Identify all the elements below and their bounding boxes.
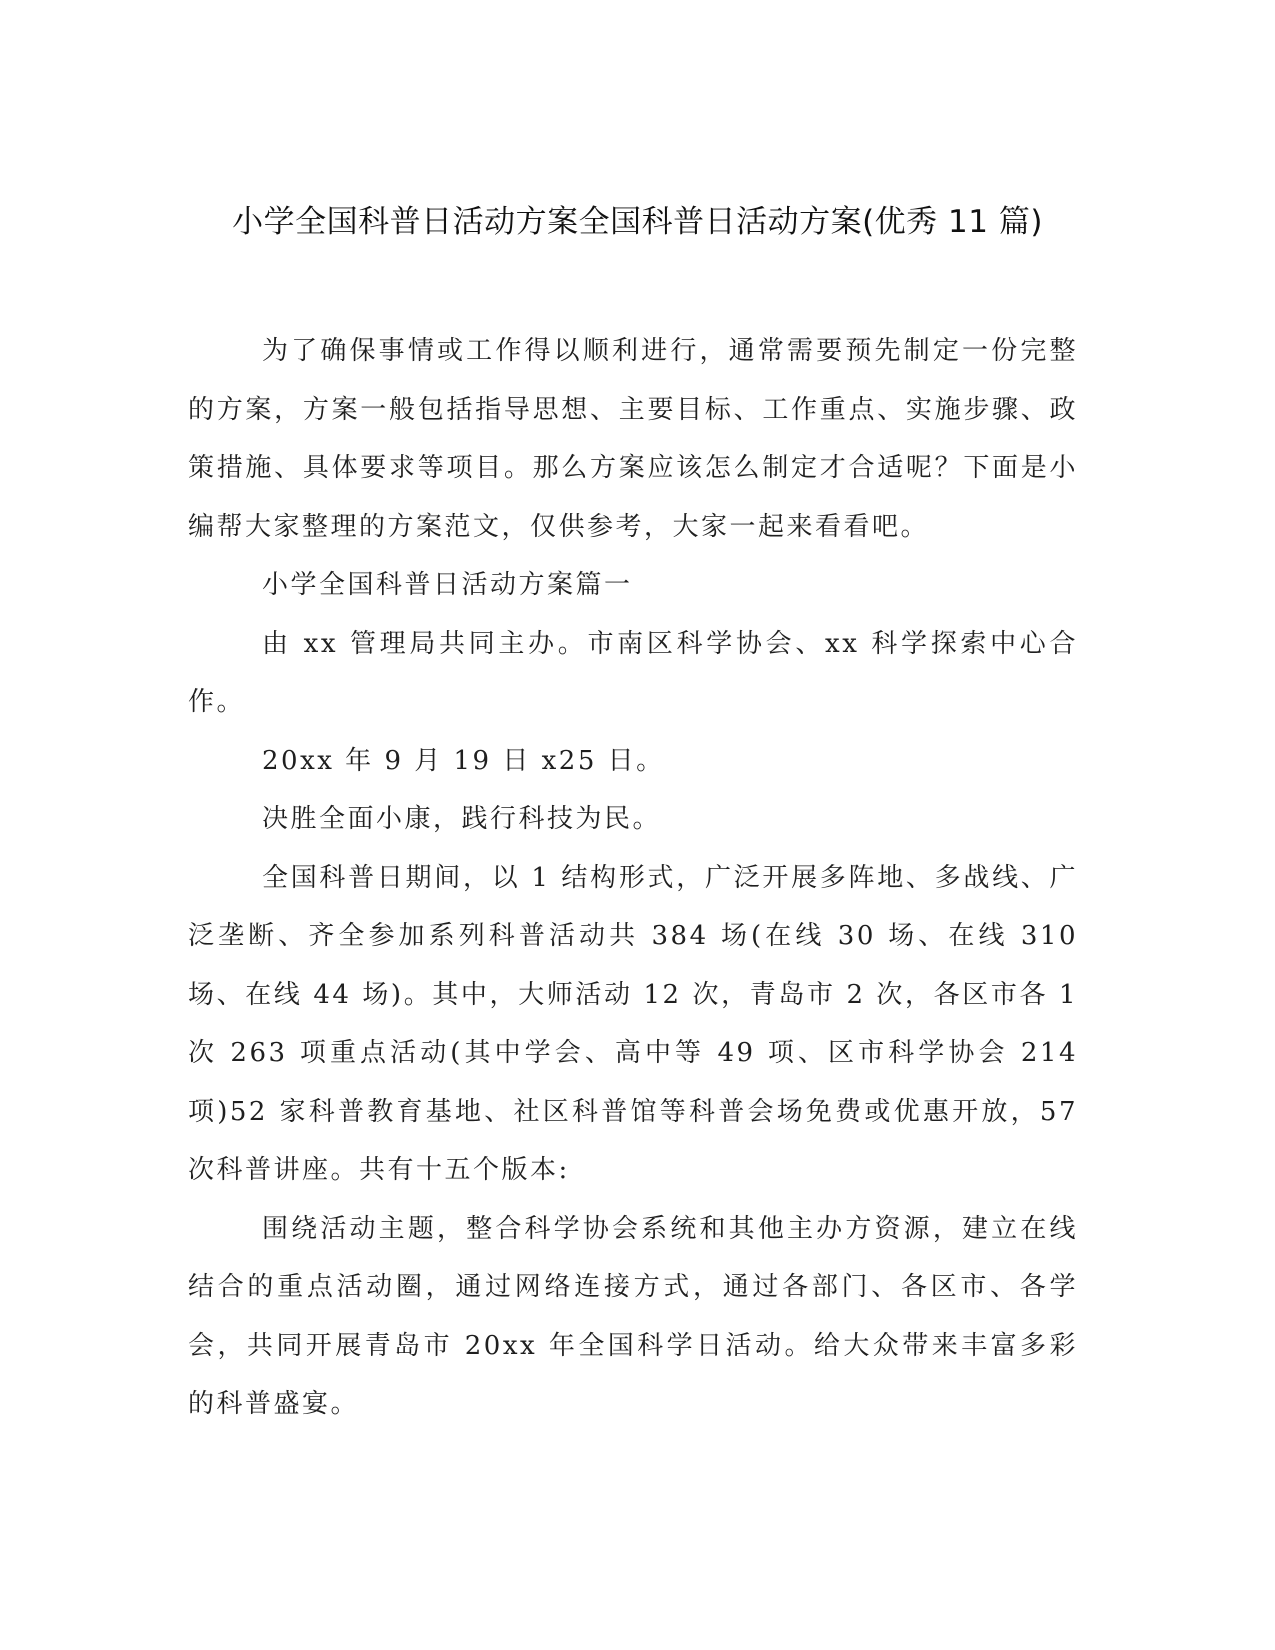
summary-paragraph: 围绕活动主题，整合科学协会系统和其他主办方资源，建立在线结合的重点活动圈，通过网络连接方式，通过各部门、各区市、各学会，共同开展青岛市 20xx 年全国科学日活动。给大众带来丰富多彩的科普盛宴。 — [188, 1213, 1078, 1419]
date-paragraph: 20xx 年 9 月 19 日 x25 日。 — [262, 745, 665, 776]
activities-paragraph: 全国科普日期间，以 1 结构形式，广泛开展多阵地、多战线、广泛垄断、齐全参加系列科普活动共 384 场(在线 30 场、在线 310 场、在线 44 场)。其中，大师活动 12 次，青岛市 2 次，各区市各 1 次 263 项重点活动(其中学会、高中等 49 项、区市科学协会 214 项)52 家科普教育基地、社区科普馆等科普会场免费或优惠开放，57 次科普讲座。共有十五个版本: — [188, 862, 1078, 1185]
section-heading: 小学全国科普日活动方案篇一 — [262, 570, 633, 600]
document-body — [188, 322, 1078, 1434]
document-title: 小学全国科普日活动方案全国科普日活动方案(优秀 11 篇) — [232, 204, 1043, 240]
intro-paragraph: 为了确保事情或工作得以顺利进行，通常需要预先制定一份完整的方案，方案一般包括指导思想、主要目标、工作重点、实施步骤、政策措施、具体要求等项目。那么方案应该怎么制定才合适呢？下面是小编帮大家整理的方案范文，仅供参考，大家一起来看看吧。 — [188, 336, 1078, 542]
organizers-paragraph: 由 xx 管理局共同主办。市南区科学协会、xx 科学探索中心合作。 — [188, 628, 1078, 717]
theme-paragraph: 决胜全面小康，践行科技为民。 — [262, 804, 662, 834]
